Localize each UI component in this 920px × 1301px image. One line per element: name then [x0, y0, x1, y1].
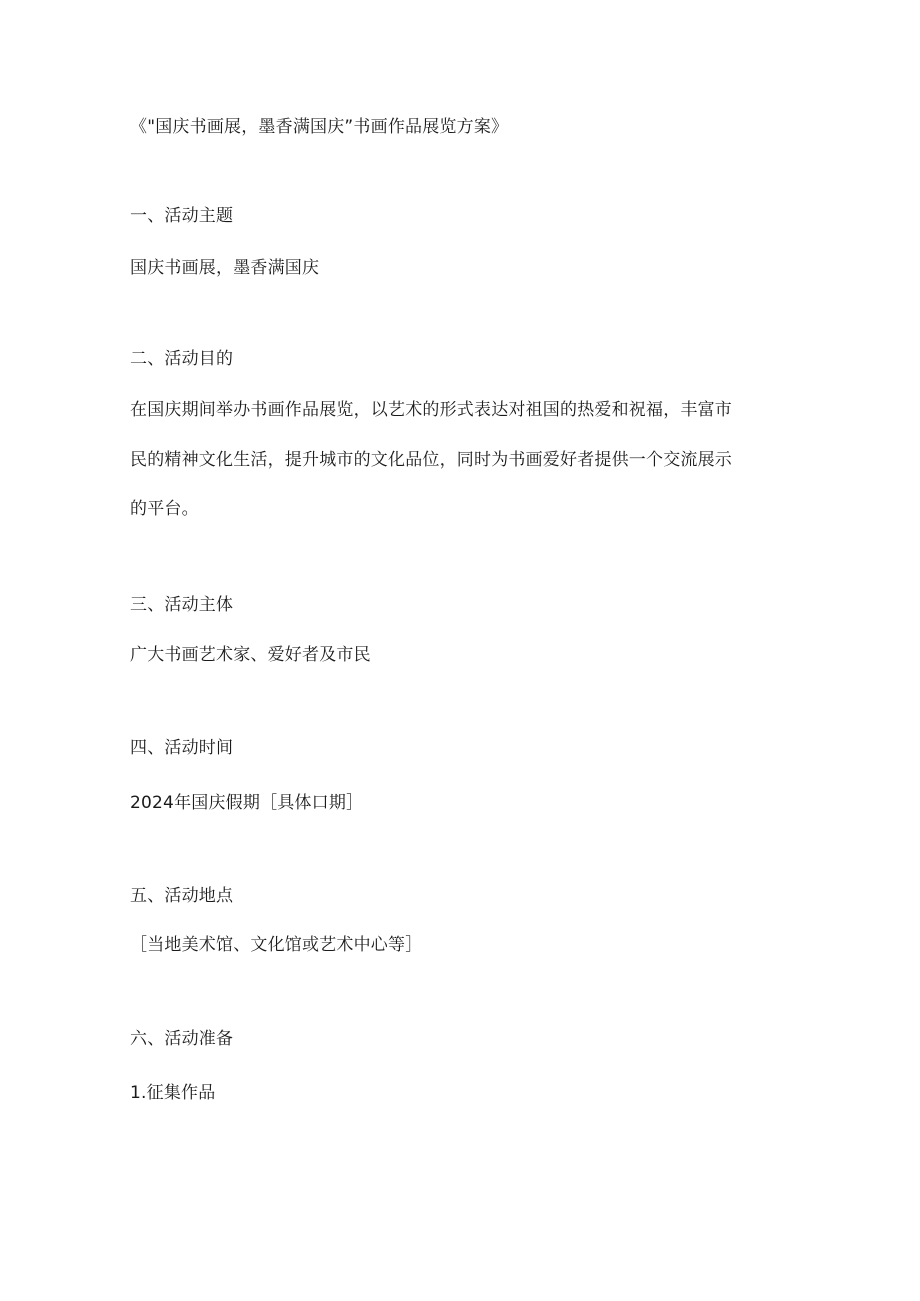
section-heading-location: 五、活动地点	[130, 886, 234, 906]
section-heading-preparation: 六、活动准备	[130, 1029, 234, 1049]
section-body-theme: 国庆书画展，墨香满国庆	[130, 258, 320, 278]
section-body-purpose-line-1: 在国庆期间举办书画作品展览，以艺术的形式表达对祖国的热爱和祝福，丰富市	[130, 400, 732, 420]
section-heading-theme: 一、活动主题	[130, 206, 234, 226]
section-body-purpose-line-3: 的平台。	[130, 499, 199, 519]
document-title: 《"国庆书画展，墨香满国庆”书画作品展览方案》	[130, 117, 509, 137]
section-body-preparation: 1.征集作品	[130, 1083, 216, 1103]
section-heading-purpose: 二、活动目的	[130, 349, 234, 369]
section-body-time: 2024年国庆假期［具体口期］	[130, 793, 364, 813]
section-body-location: ［当地美术馆、文化馆或艺术中心等］	[130, 935, 423, 955]
section-body-purpose-line-2: 民的精神文化生活，提升城市的文化品位，同时为书画爱好者提供一个交流展示	[130, 450, 732, 470]
section-heading-participants: 三、活动主体	[130, 595, 234, 615]
section-body-participants: 广大书画艺术家、爱好者及市民	[130, 645, 371, 665]
section-heading-time: 四、活动时间	[130, 738, 234, 758]
